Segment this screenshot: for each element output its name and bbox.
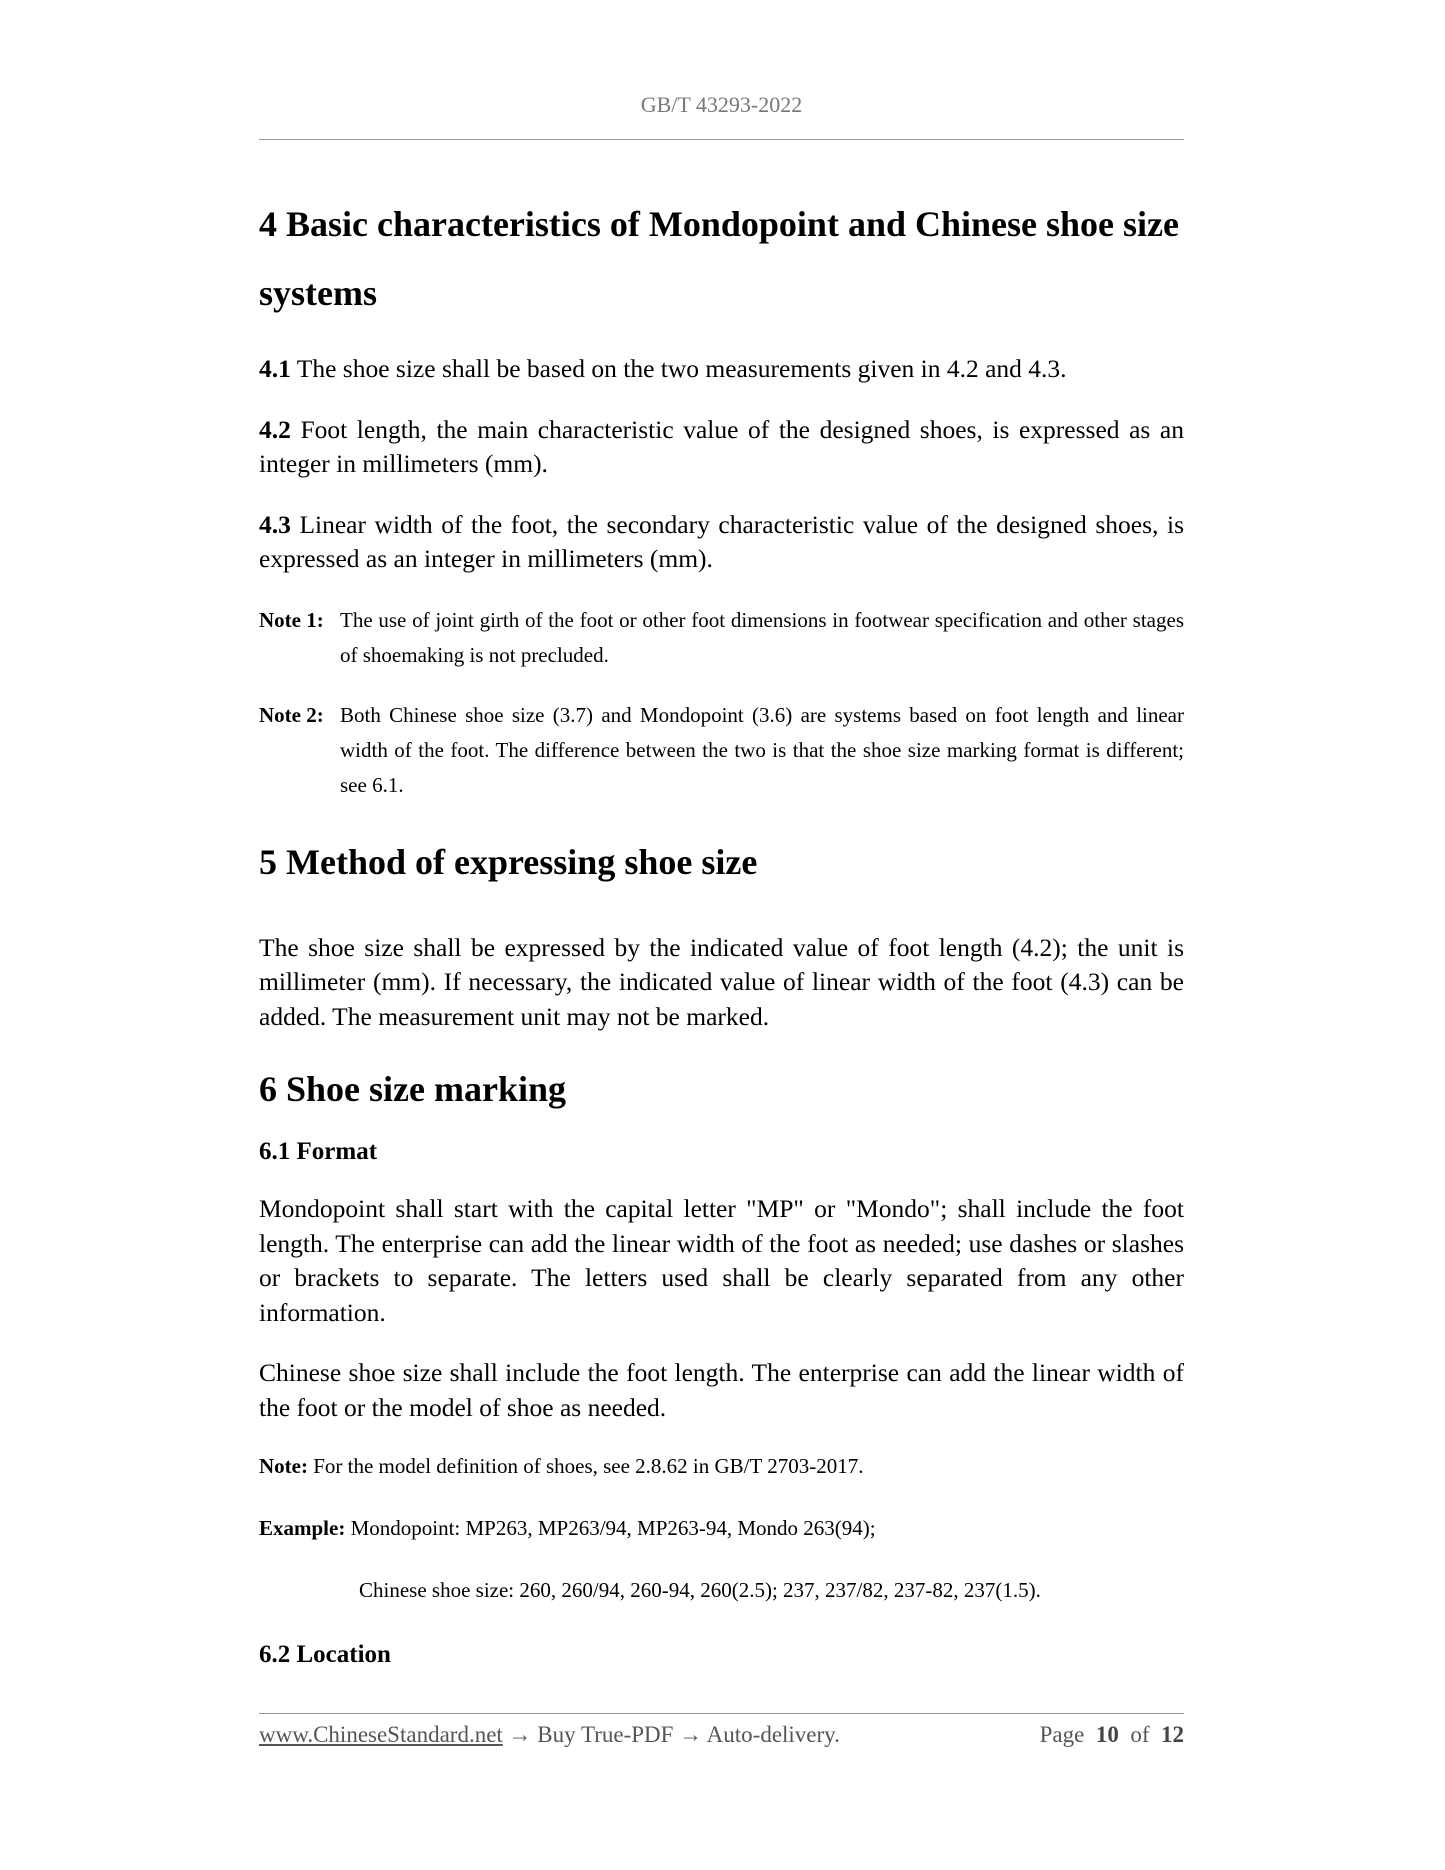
clause-number: 4.2: [259, 414, 291, 444]
section-4-title: 4 Basic characteristics of Mondopoint and Chinese shoe size systems: [259, 204, 1179, 313]
model-note: [259, 1451, 1184, 1481]
page-footer: [259, 1718, 1184, 1752]
format-paragraph-1: Mondopoint shall start with the capital letter "MP" or "Mondo"; shall include the foot length. The enterprise can add the linear width of the foot as needed; use dashes or slashes or brackets to separate. The letters used shall be clearly separated from any other information.: [259, 1194, 1184, 1327]
example-text: Mondopoint: MP263, MP263/94, MP263-94, Mondo 263(94);: [345, 1516, 876, 1540]
clause-4-1: [259, 352, 1184, 387]
page-content: [259, 190, 1184, 1695]
clause-4-2: [259, 413, 1184, 482]
note-label: Note 2:: [259, 702, 324, 727]
clause-text: The shoe size shall be based on the two measurements given in 4.2 and 4.3.: [290, 354, 1067, 383]
clause-number: 4.1: [259, 354, 291, 383]
example-label: Example:: [259, 1516, 346, 1540]
clause-number: 4.3: [259, 509, 291, 539]
section-5-paragraph: The shoe size shall be expressed by the indicated value of foot length (4.2); the unit is millimeter (mm). If necessary, the indicated value of linear width of the foot (4.3) can be added. The measurement unit may not be marked.: [259, 932, 1184, 1031]
note-2: [259, 698, 1184, 803]
example-line-1: [259, 1513, 1184, 1543]
footer-tagline: → Buy True-PDF → Auto-delivery.: [502, 1722, 840, 1747]
note-1: [259, 603, 1184, 673]
section-6-title: 6 Shoe size marking: [259, 1069, 567, 1109]
page-indicator: Page 10 of 12: [1039, 1722, 1184, 1747]
note-text: Both Chinese shoe size (3.7) and Mondopoint (3.6) are systems based on foot length and linear width of the foot. The difference between the two is that the shoe size marking format is different; see 6.1.: [340, 702, 1184, 797]
clause-text: Foot length, the main characteristic value of the designed shoes, is expressed as an integer in millimeters (mm).: [259, 414, 1184, 478]
note-text: For the model definition of shoes, see 2.8.62 in GB/T 2703-2017.: [307, 1454, 864, 1478]
footer-divider: [259, 1713, 1184, 1714]
subsection-6-2-title: 6.2 Location: [259, 1641, 391, 1668]
section-5-title: 5 Method of expressing shoe size: [259, 841, 758, 882]
header-divider: [259, 139, 1184, 140]
page-number: 10: [1095, 1722, 1119, 1747]
document-header: GB/T 43293-2022: [640, 92, 803, 117]
note-label: Note:: [259, 1454, 308, 1478]
format-paragraph-2: Chinese shoe size shall include the foot length. The enterprise can add the linear width of the foot or the model of shoe as needed.: [259, 1358, 1184, 1422]
subsection-6-1-title: 6.1 Format: [259, 1138, 378, 1165]
clause-text: Linear width of the foot, the secondary characteristic value of the designed shoes, is expressed as an integer in millimeters (mm).: [259, 509, 1184, 573]
note-text: The use of joint girth of the foot or other foot dimensions in footwear specification and other stages of shoemaking is not precluded.: [340, 607, 1184, 667]
site-link[interactable]: www.ChineseStandard.net: [259, 1722, 503, 1747]
clause-4-3: [259, 508, 1184, 577]
footer-left: [259, 1718, 840, 1752]
page-total: 12: [1161, 1722, 1184, 1747]
example-line-2: Chinese shoe size: 260, 260/94, 260-94, 260(2.5); 237, 237/82, 237-82, 237(1.5).: [359, 1578, 1041, 1602]
note-label: Note 1:: [259, 607, 324, 632]
